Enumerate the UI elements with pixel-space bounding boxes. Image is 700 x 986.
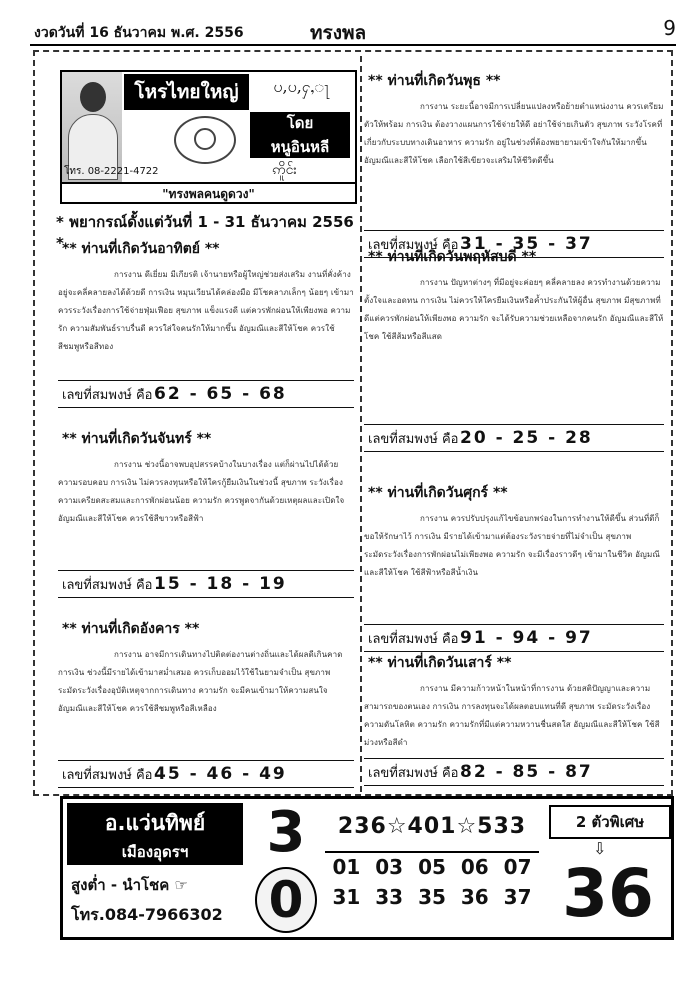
lucky-numbers-row (364, 624, 664, 652)
ad-triple-numbers: 236☆401☆533 (325, 803, 539, 853)
page-number: 9 (663, 16, 676, 40)
section-tuesday (58, 618, 354, 788)
section-body: การงาน ดีเยี่ยม มีเกียรติ เจ้านายหรือผู้ใหญ่ช่วยส่งเสริม งานที่คั่งค้างอยู่จะคลี่คลายลงได้ด้วยดี การเงิน หมุนเวียนได้คล่องมือ มีโชคลาภเล็กๆ น้อยๆ เข้ามา ควรระวังเรื่องการใช้จ่ายฟุ่มเฟือย สุขภาพ แข็งแรงดี แต่ควรพักผ่อนให้เพียงพอ ความรัก ความสัมพันธ์ราบรื่นดี ควรใส่ใจคนรักให้มากขึ้น อัญมณีและสีให้โชค ควรใช้สีชมพูหรือสีทอง (58, 270, 354, 351)
ad-number: 05 (418, 855, 446, 879)
section-friday (364, 482, 664, 652)
ad-phone: โทร.084-7966302 (71, 905, 223, 924)
section-heading: ** ท่านที่เกิดวันเสาร์ ** (368, 655, 512, 671)
section-heading: ** ท่านที่เกิดวันจันทร์ ** (62, 431, 212, 447)
ad-number: 33 (375, 885, 404, 909)
ad-digit-top: 3 (266, 800, 306, 865)
section-body: การงาน ระยะนี้อาจมีการเปลี่ยนแปลงหรือย้ายตำแหน่งงาน ควรเตรียมตัวให้พร้อม การเงิน ต้องวางแผนการใช้จ่ายให้ดี อย่าใช้จ่ายเกินตัว สุขภาพ ระวังโรคที่เกี่ยวกับระบบทางเดินอาหาร ความรัก อยู่ในช่วงที่ต้องพยายามเข้าใจกันให้มากขึ้น อัญมณีและสีให้โชค เลือกใช้สีเขียวจะเสริมให้ชีวิตดีขึ้น (364, 102, 664, 165)
banner-slogan: "ทรงพลคนดูดวง" (62, 182, 355, 204)
lucky-numbers: 82 - 85 - 87 (460, 762, 593, 782)
forecast-title: * พยากรณ์ดั้งแต่วันที่ 1 - 31 ธันวาคม 2556 * (56, 213, 354, 252)
banner-signature: ဢိူင်း (272, 162, 297, 178)
section-body: การงาน ช่วงนี้อาจพบอุปสรรคบ้างในบางเรื่อง แต่ก็ผ่านไปได้ด้วยความรอบคอบ การเงิน ไม่ควรลงทุนหรือให้ใครกู้ยืมเงินในช่วงนี้ สุขภาพ ระวังเรื่องความเครียดสะสมและการพักผ่อนน้อย ความรัก ควรพูดจากันด้วยเหตุผลและเปิดใจ อัญมณีและสีให้โชค ควรใช้สีขาวหรือสีฟ้า (58, 460, 345, 523)
ad-digit-bottom: 0 (255, 867, 317, 933)
section-thursday (364, 246, 664, 452)
lucky-label: เลขที่สมพงษ์ คือ (368, 237, 459, 253)
banner-author-box (250, 112, 350, 158)
publication-name: ทรงพล (310, 22, 367, 44)
ad-special-label: 2 ตัวพิเศษ (549, 805, 671, 839)
section-heading: ** ท่านที่เกิดอังคาร ** (62, 621, 200, 637)
page-header (30, 14, 676, 46)
astrologer-banner (60, 70, 357, 204)
lucky-numbers: 45 - 46 - 49 (154, 764, 287, 784)
lucky-numbers-row (58, 760, 354, 788)
section-saturday (364, 652, 664, 786)
seal-icon (174, 116, 236, 164)
banner-title: โหรไทยใหญ่ (124, 74, 249, 110)
section-body: การงาน ควรปรับปรุงแก้ไขข้อบกพร่องในการทำงานให้ดีขึ้น ส่วนที่ดีก็ขอให้รักษาไว้ การเงิน มีรายได้เข้ามาแต่ต้องระวังรายจ่ายที่ไม่จำเป็น สุขภาพ ระมัดระวังเรื่องการพักผ่อนไม่เพียงพอ ความรัก จะมีเรื่องราวดีๆ เข้ามาในชีวิต อัญมณีและสีให้โชค ใช้สีฟ้าหรือสีน้ำเงิน (364, 514, 660, 577)
lucky-numbers: 20 - 25 - 28 (460, 428, 593, 448)
section-heading: ** ท่านที่เกิดวันอาทิตย์ ** (62, 241, 220, 257)
lucky-label: เลขที่สมพงษ์ คือ (62, 767, 153, 783)
author-name: หนูอินหลี (270, 138, 330, 156)
lucky-numbers-row (364, 758, 664, 786)
lucky-numbers-row (58, 380, 354, 408)
ad-number: 37 (503, 885, 532, 909)
ad-number: 01 (332, 855, 361, 879)
section-heading: ** ท่านที่เกิดวันพุธ ** (368, 73, 501, 89)
lucky-numbers: 31 - 35 - 37 (460, 234, 593, 254)
issue-date: งวดวันที่ 16 ธันวาคม พ.ศ. 2556 (34, 25, 244, 41)
ad-brand-city: เมืองอุดรฯ (121, 843, 189, 861)
banner-phone: โทร. 08-2221-4722 (64, 166, 159, 177)
lucky-label: เลขที่สมพงษ์ คือ (62, 577, 153, 593)
section-sunday (58, 238, 354, 408)
lucky-numbers-row (364, 424, 664, 452)
ad-number: 36 (460, 885, 489, 909)
ad-brand-box (67, 803, 243, 865)
photo-head-shape (80, 82, 106, 112)
ad-number: 31 (332, 885, 361, 909)
lucky-numbers: 91 - 94 - 97 (460, 628, 593, 648)
lucky-label: เลขที่สมพงษ์ คือ (62, 387, 153, 403)
section-body: การงาน อาจมีการเดินทางไปติดต่องานต่างถิ่นและได้ผลดีเกินคาด การเงิน ช่วงนี้มีรายได้เข้ามาสม่ำเสมอ ควรเก็บออมไว้ใช้ในยามจำเป็น สุขภาพ ระมัดระวังเรื่องอุบัติเหตุจากการเดินทาง ความรัก จะมีคนเข้ามาให้ความสนใจ อัญมณีและสีให้โชค ควรใช้สีชมพูหรือสีเหลือง (58, 650, 343, 713)
lucky-numbers: 62 - 65 - 68 (154, 384, 287, 404)
column-divider (360, 56, 362, 792)
ad-brand-name: อ.แว่นทิพย์ (104, 811, 206, 835)
ad-slogan: สูงต่ำ - นำโชค ☞ (71, 876, 188, 894)
by-label: โดย (286, 114, 314, 132)
lucky-label: เลขที่สมพงษ์ คือ (368, 431, 459, 447)
lucky-label: เลขที่สมพงษ์ คือ (368, 631, 459, 647)
ad-number-grid (325, 855, 539, 909)
arrow-down-icon: ⇩ (593, 839, 607, 858)
lucky-numbers-row (58, 570, 354, 598)
section-monday (58, 428, 354, 598)
ad-number: 06 (460, 855, 489, 879)
lucky-numbers: 15 - 18 - 19 (154, 574, 287, 594)
lottery-advertisement (60, 796, 674, 940)
section-heading: ** ท่านที่เกิดวันศุกร์ ** (368, 485, 508, 501)
section-body: การงาน มีความก้าวหน้าในหน้าที่การงาน ด้วยสติปัญญาและความสามารถของตนเอง การเงิน การลงทุนจะได้ผลตอบแทนที่ดี สุขภาพ ระมัดระวังเรื่องความดันโลหิต ความรัก ความรักที่มีแต่ความหวานชื่นสดใส อัญมณีและสีให้โชค ใช้สีม่วงหรือสีดำ (364, 684, 660, 747)
ad-number: 07 (503, 855, 532, 879)
ad-number: 35 (418, 885, 446, 909)
ad-special-number: 36 (562, 855, 654, 932)
lucky-label: เลขที่สมพงษ์ คือ (368, 765, 459, 781)
section-wednesday (364, 70, 664, 258)
section-heading: ** ท่านที่เกิดวันพฤหัสบดี ** (368, 249, 537, 265)
section-body: การงาน ปัญหาต่างๆ ที่มีอยู่จะค่อยๆ คลี่คลายลง ควรทำงานด้วยความตั้งใจและอดทน การเงิน ไม่ควรให้ใครยืมเงินหรือค้ำประกันให้ผู้อื่น สุขภาพ มีสุขภาพที่ดีแต่ควรพักผ่อนให้เพียงพอ ความรัก จะได้รับความช่วยเหลือจากคนรัก อัญมณีและสีให้โชค ใช้สีส้มหรือสีแสด (364, 278, 664, 341)
ad-number: 03 (375, 855, 404, 879)
banner-script-text: ပ,ပ,ႁ,ႃ (273, 77, 329, 96)
